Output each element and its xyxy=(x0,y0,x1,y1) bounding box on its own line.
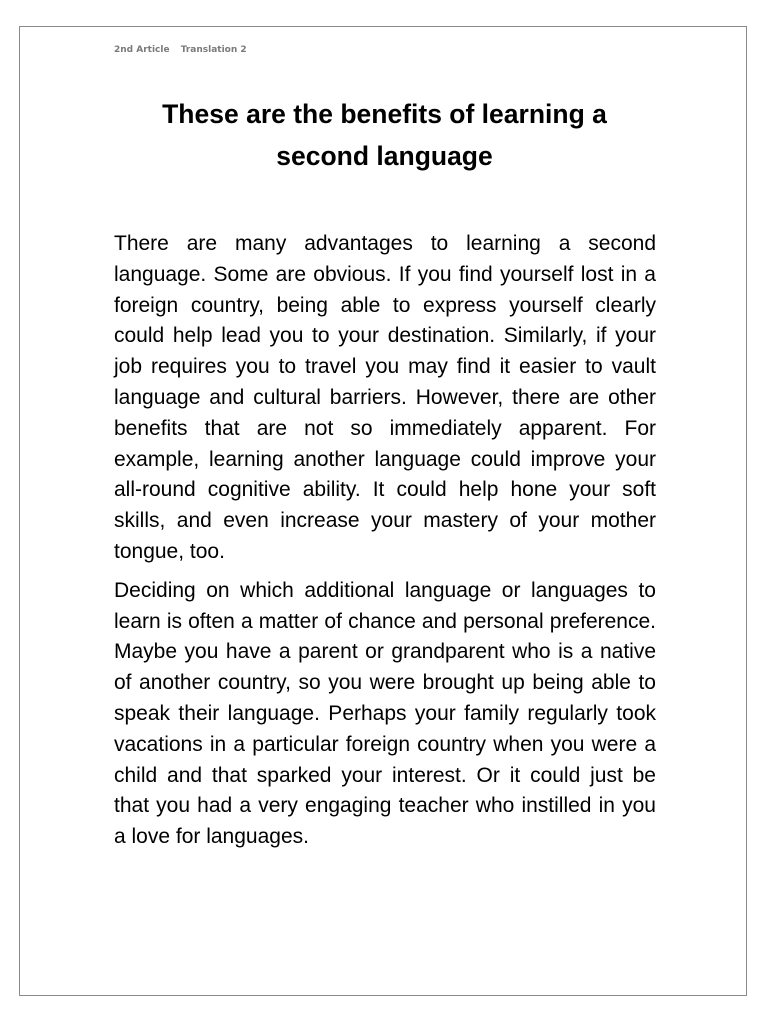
paragraph: There are many advantages to learning a second language. Some are obvious. If you find yourself lost in a foreign country, being able to express yourself clearly could help lead you to your destination. Similarly, if your job requires you to travel you may find it easier to vault language and cultural barriers. However, there are other benefits that are not so immediately apparent. For example, learning another language could improve your all-round cognitive ability. It could help hone your soft skills, and even increase your mastery of your mother tongue, too. xyxy=(114,232,656,563)
page-header xyxy=(114,45,247,55)
paragraph: Deciding on which additional language or languages to learn is often a matter of chance and personal preference. Maybe you have a parent or grandparent who is a native of another country, so you were brought up being able to speak their language. Perhaps your family regularly took vacations in a particular foreign country when you were a child and that sparked your interest. Or it could just be that you had a very engaging teacher who instilled in you a love for languages. xyxy=(114,578,656,849)
article-title: These are the benefits of learning a second language xyxy=(162,99,607,171)
article-label: 2nd Article xyxy=(114,45,170,55)
document-page xyxy=(19,26,747,996)
translation-label: Translation 2 xyxy=(180,45,247,55)
article-body xyxy=(114,229,656,861)
